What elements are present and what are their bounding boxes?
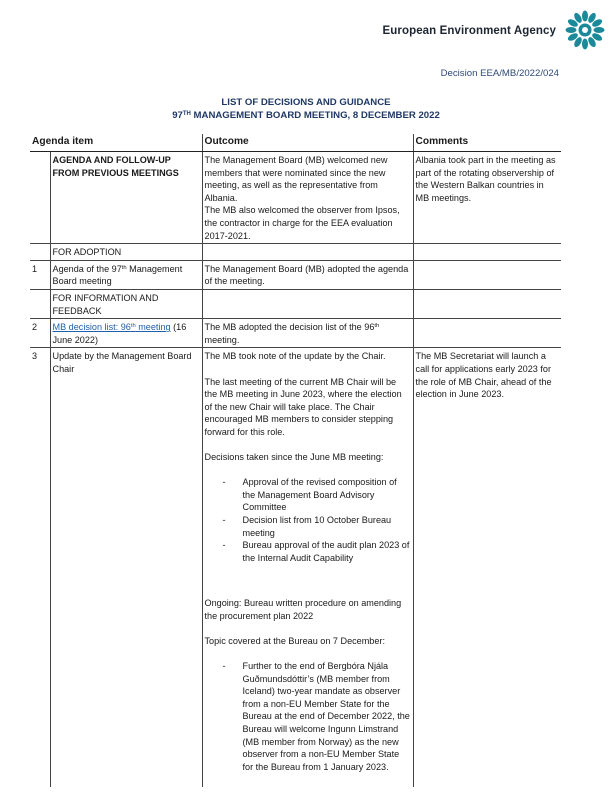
outcome-text: meeting. [204, 334, 240, 345]
decisions-table [30, 134, 561, 787]
table-header-row [30, 134, 561, 152]
outcome-cell [202, 348, 413, 787]
empty-cell [413, 289, 561, 318]
row-number-cell: 3 [32, 351, 38, 362]
outcome-paragraph: Topic covered at the Bureau on 7 December: [204, 635, 385, 646]
row-number-cell [30, 289, 50, 318]
outcome-cell: The Management Board (MB) adopted the agenda of the meeting. [202, 260, 413, 289]
section-label: FOR ADOPTION [50, 244, 202, 261]
title-line-1: LIST OF DECISIONS AND GUIDANCE [221, 97, 391, 108]
empty-cell [202, 289, 413, 318]
document-title [0, 96, 612, 122]
list-item: - Approval of the revised composition of the Management Board Advisory Committee [243, 476, 411, 514]
list-item: - Bureau approval of the audit plan 2023 of the Internal Audit Capability [243, 539, 411, 564]
outcome-paragraph: Decisions taken since the June MB meeting: [204, 452, 384, 463]
section-label: FOR INFORMATION AND FEEDBACK [50, 289, 202, 318]
meeting-number: 97 [172, 110, 183, 121]
comment-cell: The MB Secretariat will launch a call for applications early 2023 for the role of MB Chair, ahead of the election in June 2023. [413, 348, 561, 787]
row-number-cell [30, 244, 50, 261]
header-comments: Comments [413, 134, 561, 152]
meeting-number-suffix: TH [182, 111, 191, 117]
agency-name: European Environment Agency [382, 25, 556, 37]
agenda-item-cell: AGENDA AND FOLLOW-UP FROM PREVIOUS MEETINGS [50, 152, 202, 244]
comment-cell [413, 260, 561, 289]
decision-reference: Decision EEA/MB/2022/024 [440, 68, 559, 79]
link-text: meeting [135, 322, 171, 333]
outcome-paragraph: Ongoing: Bureau written procedure on amending the procurement plan 2022 [204, 598, 402, 621]
table-row [30, 152, 561, 244]
agenda-item-cell: Update by the Management Board Chair [50, 348, 202, 787]
item-text: (16 June 2022) [52, 322, 187, 345]
outcome-paragraph: The MB also welcomed the observer from Ipsos, the contractor in charge for the EEA evaluation 2017-2021. [204, 205, 400, 241]
spacer [205, 577, 411, 597]
mb-decision-list-link[interactable] [53, 322, 171, 332]
page-header [0, 0, 612, 60]
eea-logo-icon [562, 7, 608, 53]
empty-cell [413, 244, 561, 261]
row-number-cell: 2 [30, 319, 50, 348]
outcome-cell [202, 152, 413, 244]
item-text: Agenda of the 97 [52, 263, 122, 274]
table-row [30, 319, 561, 348]
comment-cell: Albania took part in the meeting as part of the rotating observership of the Western Balkan countries in MB meetings. [413, 152, 561, 244]
meeting-title-rest: MANAGEMENT BOARD MEETING, 8 DECEMBER 2022 [190, 110, 440, 121]
row-number-cell: 1 [30, 260, 50, 289]
outcome-paragraph: The Management Board (MB) welcomed new members that were nominated since the new meeting, as well as the representative from Albania. [204, 155, 388, 203]
table-row [30, 348, 561, 787]
agenda-item-cell [50, 319, 202, 348]
ordinal-suffix: th [121, 264, 127, 271]
comment-cell [413, 319, 561, 348]
section-row [30, 289, 561, 318]
row-number-cell [30, 152, 50, 244]
outcome-text: The MB adopted the decision list of the 96 [204, 322, 375, 333]
topics-list [205, 660, 411, 773]
decisions-list [205, 476, 411, 564]
agenda-item-cell [50, 260, 202, 289]
outcome-cell [202, 319, 413, 348]
header-agenda-item: Agenda item [30, 134, 202, 152]
section-row [30, 244, 561, 261]
list-item: - Further to the end of Bergbóra Njála Guðmundsdóttir’s (MB member from Iceland) two-year mandate as observer from a non-EU Member State for the Bureau at the end of December 2022, the Bureau will welcome Ingunn Limstrand (MB member from Norway) as the new observer from a non-EU Member State for the Bureau from 1 January 2023. [243, 660, 411, 773]
ordinal-suffix: th [130, 323, 136, 330]
ordinal-suffix: th [374, 323, 380, 330]
title-line-2 [0, 109, 612, 122]
list-item: - Decision list from 10 October Bureau meeting [243, 514, 411, 539]
outcome-paragraph: The MB took note of the update by the Chair. [204, 351, 386, 362]
table-row [30, 260, 561, 289]
link-text: MB decision list: 96 [52, 322, 131, 333]
outcome-paragraph: The last meeting of the current MB Chair will be the MB meeting in June 2023, where the election of the new Chair will take place. The Chair encouraged MB members to consider stepping forward for this role. [204, 376, 402, 437]
item-text: Management Board meeting [52, 263, 183, 287]
empty-cell [202, 244, 413, 261]
header-outcome: Outcome [202, 134, 413, 152]
